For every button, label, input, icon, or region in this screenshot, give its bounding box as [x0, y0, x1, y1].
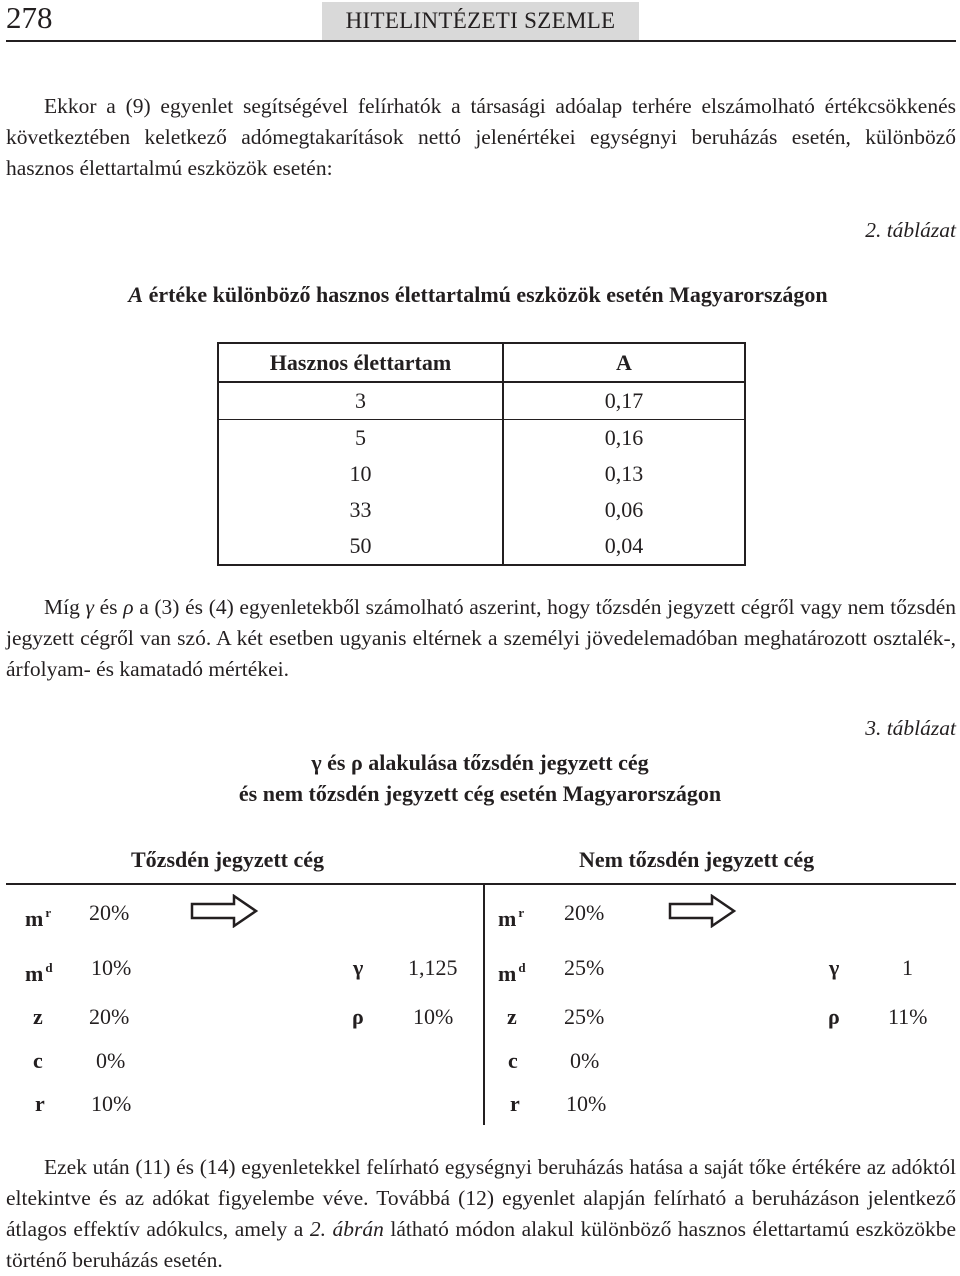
right-arrow-outline-icon [668, 894, 738, 928]
symbol-superscript: d [518, 960, 526, 975]
symbol-base: m [25, 906, 44, 931]
paragraph-intro-text: Ekkor a (9) egyenlet segítségével felírhatók a társasági adóalap terhére elszámolható értékcsökkenés következtében keletkező adómegtakarítások nettó jelenértékei egységnyi beruházás esetén, különböző hasznos élettartalmú eszközök esetén: [6, 94, 956, 180]
table-2-caption-text: értéke különböző hasznos élettartalmú eszközök esetén Magyarországon [143, 282, 828, 307]
table-cell-a: 0,16 [604, 425, 644, 450]
symbol-md [498, 955, 526, 987]
value-gamma: 1,125 [408, 955, 458, 980]
table-2-reference: 2. táblázat [865, 218, 956, 242]
table-3-caption-line-1: γ és ρ alakulása tőzsdén jegyzett cég [311, 750, 649, 775]
value-rho: 11% [888, 1004, 928, 1029]
table-3-header-rule [6, 883, 956, 885]
symbol-base: m [498, 906, 517, 931]
symbol-c: c [33, 1048, 43, 1073]
value-gamma: 1 [902, 955, 913, 980]
table-cell-a: 0,13 [604, 461, 644, 486]
table-3-caption-line-2: és nem tőzsdén jegyzett cég esetén Magyarországon [238, 781, 722, 806]
table-cell-a: 0,04 [604, 533, 644, 558]
value-z: 20% [89, 1004, 130, 1029]
paragraph-intro [6, 91, 956, 184]
symbol-superscript: r [518, 905, 525, 920]
paragraph-conclusion-text [6, 1152, 956, 1276]
right-arrow-outline-icon [190, 894, 260, 928]
value-z: 25% [564, 1004, 605, 1029]
table-cell-lifetime: 50 [218, 528, 503, 565]
header-rule [6, 40, 956, 42]
figure-reference: 2. ábrán [309, 1217, 384, 1241]
symbol-superscript: d [45, 960, 53, 975]
page-number: 278 [6, 0, 53, 35]
page-header [0, 0, 960, 48]
table-cell-lifetime: 33 [218, 492, 503, 528]
table-row [218, 492, 745, 528]
table-cell-lifetime: 3 [218, 382, 503, 420]
symbol-base: m [25, 961, 44, 986]
symbol-superscript: r [45, 905, 52, 920]
value-md: 25% [564, 955, 605, 980]
table-row [218, 456, 745, 492]
text-fragment: a (3) és (4) egyenletekből számolható aszerint, hogy tőzsdén jegyzett cégről vagy nem tőzsdén jegyzett cégről van szó. A két esetben ugyanis eltérnek a személyi jövedelemadóban meghatározott osztalék-, árfolyam- és kamatadó mértékei. [6, 595, 956, 681]
table-3-reference: 3. táblázat [865, 716, 956, 740]
text-fragment: Míg [44, 595, 86, 619]
table-3-divider [483, 885, 485, 1125]
table-2 [217, 342, 746, 566]
paragraph-gamma-rho-text [6, 592, 956, 685]
table-2-header-lifetime: Hasznos élettartam [218, 343, 503, 382]
rho-symbol: ρ [123, 595, 134, 619]
text-fragment: látható módon alakul különböző hasznos élettartamú eszközökbe történő beruházás esetén. [6, 1217, 956, 1272]
symbol-r: r [510, 1091, 520, 1116]
table-cell-a: 0,06 [604, 497, 644, 522]
value-r: 10% [566, 1091, 607, 1116]
table-3-header-listed: Tőzsdén jegyzett cég [131, 847, 325, 872]
table-cell-a: 0,17 [503, 382, 745, 420]
value-r: 10% [91, 1091, 132, 1116]
table-2-header-row [218, 343, 745, 382]
symbol-r: r [35, 1091, 45, 1116]
gamma-symbol: γ [85, 595, 94, 619]
table-2-header-a: A [503, 343, 745, 382]
table-3-caption [0, 747, 960, 809]
value-mr: 20% [89, 900, 130, 925]
paragraph-conclusion [6, 1152, 956, 1276]
symbol-c: c [508, 1048, 518, 1073]
journal-title: HITELINTÉZETI SZEMLE [322, 2, 639, 40]
symbol-base: m [498, 961, 517, 986]
table-row [218, 382, 745, 420]
table-cell-lifetime: 10 [218, 456, 503, 492]
table-row [218, 528, 745, 565]
paragraph-gamma-rho [6, 592, 956, 685]
symbol-z: z [507, 1004, 517, 1029]
symbol-gamma: γ [829, 955, 840, 980]
table-2-caption [0, 279, 960, 310]
symbol-mr [498, 900, 524, 932]
value-mr: 20% [564, 900, 605, 925]
text-fragment: és [93, 595, 124, 619]
value-md: 10% [91, 955, 132, 980]
symbol-md [25, 955, 53, 987]
table-3-header-unlisted: Nem tőzsdén jegyzett cég [579, 847, 815, 872]
table-row [218, 420, 745, 457]
symbol-rho: ρ [352, 1004, 364, 1029]
value-c: 0% [570, 1048, 600, 1073]
symbol-rho: ρ [828, 1004, 840, 1029]
value-c: 0% [96, 1048, 126, 1073]
value-rho: 10% [413, 1004, 454, 1029]
symbol-mr [25, 900, 51, 932]
symbol-gamma: γ [353, 955, 364, 980]
text-fragment: Ezek után (11) és (14) egyenletekkel felírható egységnyi beruházás hatása a saját tőke értékére az adóktól eltekintve és az adókat figyelembe véve. Továbbá (12) egyenlet alapján felírható a beruházáson jelentkező átlagos effektív adókulcs, amely a [6, 1155, 956, 1241]
table-2-caption-symbol: A [128, 282, 144, 307]
table-cell-lifetime: 5 [218, 420, 503, 457]
symbol-z: z [33, 1004, 43, 1029]
